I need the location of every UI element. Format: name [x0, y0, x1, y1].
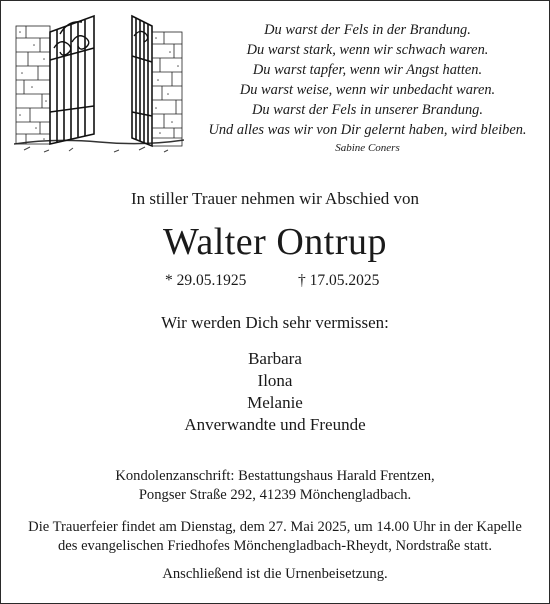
deceased-name: Walter Ontrup [163, 221, 387, 263]
mourner-name: Ilona [257, 371, 293, 390]
funeral-info [0, 518, 550, 556]
mourner-name: Melanie [247, 393, 303, 412]
poem-line: Und alles was wir von Dir gelernt haben, wird bleiben. [208, 122, 527, 138]
poem-line: Du warst tapfer, wenn wir Angst hatten. [252, 62, 483, 78]
condolence-line: Kondolenzanschrift: Bestattungshaus Harald Frentzen, [115, 468, 435, 484]
poem [190, 20, 545, 140]
poem-line: Du warst weise, wenn wir unbedacht waren. [239, 82, 496, 98]
urn-burial-text: Anschließend ist die Urnenbeisetzung. [162, 566, 388, 582]
condolence-line: Pongser Straße 292, 41239 Mönchengladbach. [138, 487, 412, 503]
mourner-name: Anverwandte und Freunde [184, 415, 366, 434]
intro-text: In stiller Trauer nehmen wir Abschied von [130, 189, 419, 208]
miss-text: Wir werden Dich sehr vermissen: [161, 313, 389, 332]
death-date: † 17.05.2025 [298, 272, 380, 289]
funeral-line: Die Trauerfeier findet am Dienstag, dem 27. Mai 2025, um 14.00 Uhr in der Kapelle [28, 519, 522, 535]
poem-line: Du warst der Fels in der Brandung. [264, 22, 471, 38]
funeral-line: des evangelischen Friedhofes Mönchengladbach-Rheydt, Nordstraße statt. [57, 538, 493, 554]
mourner-name: Barbara [248, 349, 302, 368]
birth-date: * 29.05.1925 [165, 272, 247, 289]
condolence-address [0, 467, 550, 505]
open-gate-icon [14, 12, 184, 157]
mourners-list [0, 348, 550, 436]
poem-line: Du warst stark, wenn wir schwach waren. [246, 42, 489, 58]
poem-line: Du warst der Fels in unserer Brandung. [252, 102, 483, 118]
poem-author: Sabine Coners [335, 142, 400, 154]
